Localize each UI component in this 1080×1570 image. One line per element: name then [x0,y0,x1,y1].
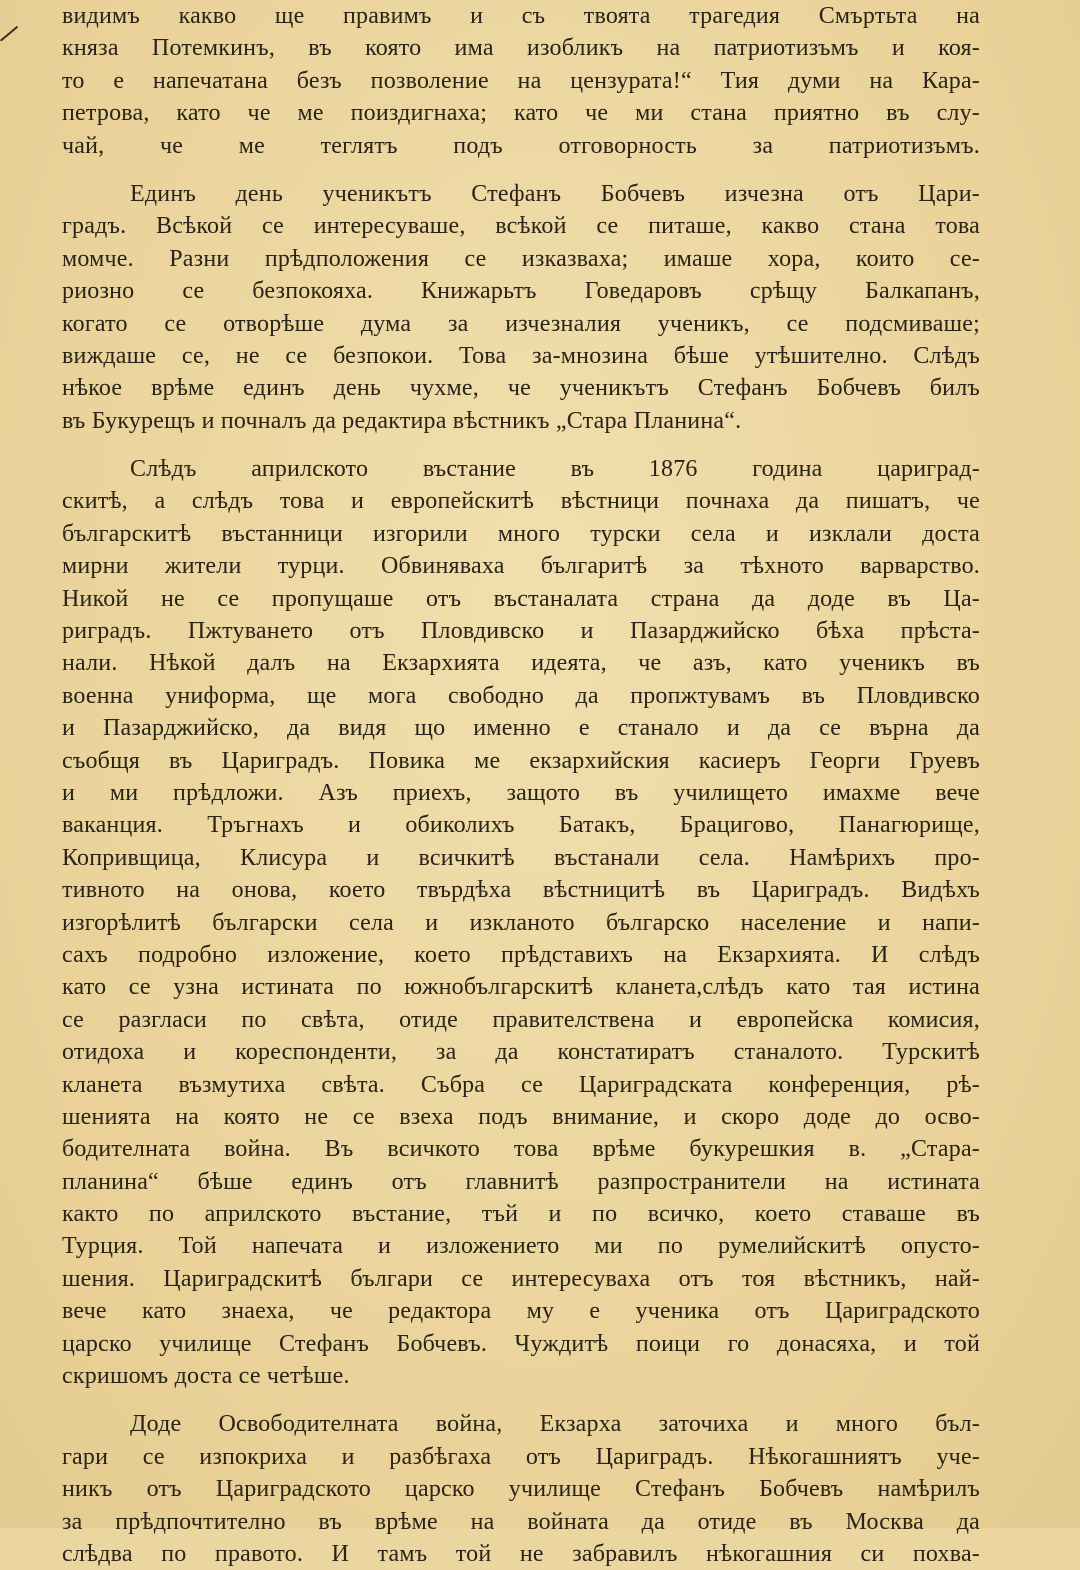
text-line: планина“ бѣше единъ отъ главнитѣ разпространители на истината [62,1168,980,1195]
text-line: изгорѣлитѣ български села и изкланото българско население и напи- [62,909,980,936]
text-line: сахъ подробно изложение, което прѣдставихъ на Екзархията. И слѣдъ [62,941,980,968]
text-line: кланета възмутиха свѣта. Събра се Цариградската конференция, рѣ- [62,1071,980,1098]
text-line: съобщя въ Цариградъ. Повика ме екзархийския касиеръ Георги Груевъ [62,747,980,774]
text-line: отидоха и кореспонденти, за да констатиратъ станалото. Турскитѣ [62,1039,980,1066]
text-line: шения. Цариградскитѣ българи се интересуваха отъ тоя вѣстникъ, най- [62,1265,980,1292]
text-line: скришомъ доста се четѣше. [62,1363,350,1390]
text-line: шенията на която не се взеха подъ внимание, и скоро доде до осво- [62,1103,980,1130]
text-line: Слѣдъ априлското въстание въ 1876 година цариград- [130,456,980,483]
text-line: се разгласи по свѣта, отиде правителствена и европейска комисия, [62,1006,980,1033]
text-line: като се узна истината по южнобългарскитѣ кланета,слѣдъ като тая истина [62,974,980,1001]
text-line: както по априлското въстание, тъй и по всичко, което ставаше въ [62,1201,980,1228]
text-line: петрова, като че ме поиздигнаха; като че ми стана приятно въ слу- [62,100,980,127]
margin-mark [0,26,18,42]
text-line: бодителната война. Въ всичкото това врѣме букурешкия в. „Стара- [62,1136,980,1163]
text-line: нали. Нѣкой далъ на Екзархията идеята, че азъ, като ученикъ въ [62,650,980,677]
text-line: момче. Разни прѣдположения се изказваха; имаше хора, които се- [62,245,980,272]
text-line: тивното на онова, което твърдѣха вѣстницитѣ въ Цариградъ. Видѣхъ [62,877,980,904]
paragraph [62,178,980,437]
text-line: скитѣ, а слѣдъ това и европейскитѣ вѣстници почнаха да пишатъ, че [62,488,980,515]
text-line: ваканция. Тръгнахъ и обиколихъ Батакъ, Брацигово, Панагюрище, [62,812,980,839]
text-line: Турция. Той напечата и изложението ми по румелийскитѣ опусто- [62,1233,980,1260]
text-line: Доде Освободителната война, Екзарха заточиха и много бъл- [130,1411,980,1438]
text-line: за прѣдпочтително въ врѣме на войната да отиде въ Москва да [62,1508,980,1535]
body-text [62,0,980,1570]
text-line: и Пазарджийско, да видя що именно е станало и да се върна да [62,715,980,742]
text-line: чай, че ме теглятъ подъ отговорность за патриотизъмъ. [62,132,980,159]
paragraph [62,1408,980,1570]
text-line: риозно се безпокояха. Книжарьтъ Говедаровъ срѣщу Балкапанъ, [62,278,980,305]
text-line: Единъ день ученикътъ Стефанъ Бобчевъ изчезна отъ Цари- [130,180,980,207]
text-line: мирни жители турци. Обвиняваха българитѣ за тѣхното варварство. [62,553,980,580]
paragraph [62,453,980,1392]
text-line: риградъ. Пжтуването отъ Пловдивско и Пазарджийско бѣха прѣста- [62,618,980,645]
text-line: когато се отворѣше дума за изчезналия ученикъ, се подсмиваше; [62,310,980,337]
paragraph-gap [62,162,980,178]
text-line: царско училище Стефанъ Бобчевъ. Чуждитѣ поици го донасяха, и той [62,1330,980,1357]
text-line: Никой не се пропущаше отъ въстаналата страна да доде въ Ца- [62,585,980,612]
paragraph-gap [62,1392,980,1408]
text-line: видимъ какво ще правимъ и съ твоята трагедия Смъртьта на [62,3,980,29]
text-line: Копривщица, Клисура и всичкитѣ въстанали села. Намѣрихъ про- [62,844,980,871]
text-line: никъ отъ Цариградското царско училище Стефанъ Бобчевъ намѣрилъ [62,1476,980,1503]
text-line: слѣдва по правото. И тамъ той не забравилъ нѣкогашния си похва- [62,1540,980,1567]
text-line: българскитѣ въстанници изгорили много турски села и изклали доста [62,520,980,547]
paragraph [62,0,980,162]
text-line: градъ. Всѣкой се интересуваше, всѣкой се питаше, какво стана това [62,213,980,240]
text-line: то е напечатана безъ позволение на цензурата!“ Тия думи на Кара- [62,67,980,94]
text-line: нѣкое врѣме единъ день чухме, че ученикътъ Стефанъ Бобчевъ билъ [62,375,980,402]
text-line: и ми прѣдложи. Азъ приехъ, защото въ училището имахме вече [62,779,980,806]
text-line: гари се изпокриха и разбѣгаха отъ Цариградъ. Нѣкогашниятъ уче- [62,1443,980,1470]
text-line: виждаше се, не се безпокои. Това за-мнозина бѣше утѣшително. Слѣдъ [62,342,980,369]
text-line: въ Букурещъ и почналъ да редактира вѣстникъ „Стара Планина“. [62,407,742,434]
paragraph-gap [62,437,980,453]
text-line: военна униформа, ще мога свободно да пропжтувамъ въ Пловдивско [62,682,980,709]
text-line: княза Потемкинъ, въ която има изобликъ на патриотизъмъ и коя- [62,35,980,62]
text-line: вече като знаеха, че редактора му е ученика отъ Цариградското [62,1298,980,1325]
